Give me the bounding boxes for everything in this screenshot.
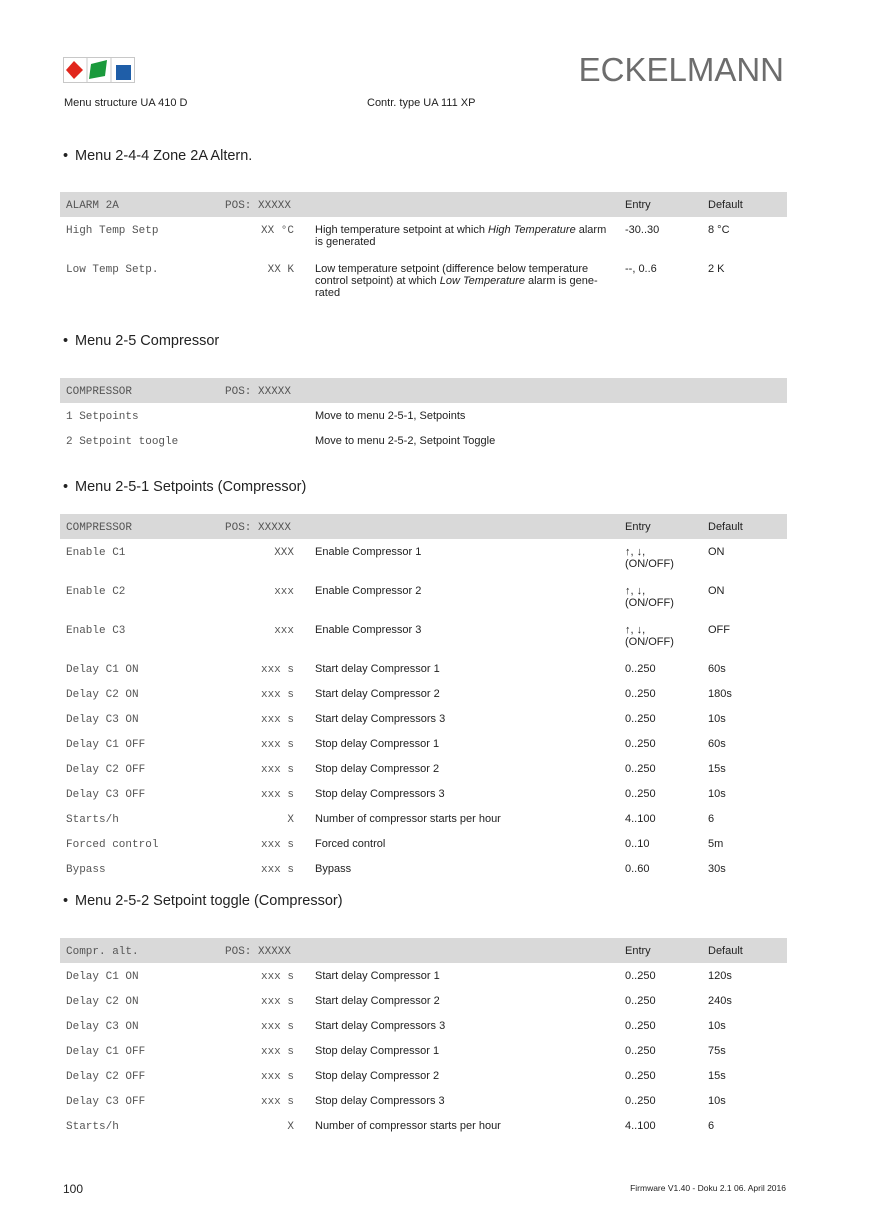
entry-range: Entry xyxy=(625,199,651,211)
table-row xyxy=(60,963,787,988)
setting-name: Enable C3 xyxy=(66,625,126,637)
entry-range: 0..250 xyxy=(625,1095,656,1107)
table-row xyxy=(60,578,787,617)
setting-name: COMPRESSOR xyxy=(66,522,133,534)
firmware-version: Firmware V1.40 - Doku 2.1 06. April 2016 xyxy=(630,1183,786,1193)
setting-value: xxx s xyxy=(260,996,294,1008)
default-value: 60s xyxy=(708,738,726,750)
table-row xyxy=(60,756,787,781)
table-row xyxy=(60,856,787,881)
setting-description: Bypass xyxy=(315,863,352,875)
table-row xyxy=(60,256,787,306)
setting-value: xxx s xyxy=(260,764,294,776)
setting-description: Number of compressor starts per hour xyxy=(315,813,501,825)
setting-name: COMPRESSOR xyxy=(66,386,133,398)
default-value: 2 K xyxy=(708,263,725,275)
entry-range: ↑, ↓, (ON/OFF) xyxy=(625,546,674,570)
setting-value: XX °C xyxy=(260,225,294,237)
setting-description: Enable Compressor 2 xyxy=(315,585,422,597)
entry-range: 0..250 xyxy=(625,1020,656,1032)
setting-name: High Temp Setp xyxy=(66,225,159,237)
setting-description: High temperature setpoint at which High Temperature alarm is generated xyxy=(315,224,607,248)
setting-description: Stop delay Compressor 1 xyxy=(315,1045,440,1057)
setting-description: Move to menu 2-5-1, Setpoints xyxy=(315,410,466,422)
entry-range: -30..30 xyxy=(625,224,660,236)
setting-value: xxx s xyxy=(260,664,294,676)
setting-value: xxx s xyxy=(260,839,294,851)
entry-range: --, 0..6 xyxy=(625,263,657,275)
setting-name: Starts/h xyxy=(66,814,119,826)
setting-value: X xyxy=(287,814,294,826)
setting-value: X xyxy=(287,1121,294,1133)
section-title-compressor: • Menu 2-5 Compressor xyxy=(63,333,220,349)
entry-range: 0..60 xyxy=(625,863,650,875)
table-row xyxy=(60,217,787,256)
setting-description: Number of compressor starts per hour xyxy=(315,1120,501,1132)
table-row xyxy=(60,731,787,756)
setting-name: Delay C1 ON xyxy=(66,664,139,676)
default-value: 10s xyxy=(708,1020,726,1032)
table-row xyxy=(60,617,787,656)
entry-range: ↑, ↓, (ON/OFF) xyxy=(625,624,674,648)
table-row xyxy=(60,1013,787,1038)
table-row xyxy=(60,706,787,731)
setting-description: Stop delay Compressors 3 xyxy=(315,788,445,800)
table-row xyxy=(60,681,787,706)
table-row xyxy=(60,1038,787,1063)
default-value: 6 xyxy=(708,813,715,825)
default-value: Default xyxy=(708,199,743,211)
setting-description: Start delay Compressor 1 xyxy=(315,663,440,675)
setting-description: Low temperature setpoint (difference below temperature control setpoint) at which Low Temperature alarm is gene- rated xyxy=(315,263,598,299)
controller-type-label: Contr. type UA 111 XP xyxy=(367,97,476,109)
entry-range: 0..250 xyxy=(625,738,656,750)
default-value: 10s xyxy=(708,788,726,800)
default-value: 10s xyxy=(708,1095,726,1107)
menu-item-setpoint-toggle[interactable] xyxy=(60,428,787,453)
setting-value: xxx s xyxy=(260,689,294,701)
section-title-setpoints: • Menu 2-5-1 Setpoints (Compressor) xyxy=(63,479,307,495)
table-row xyxy=(60,656,787,681)
table-row xyxy=(60,1113,787,1138)
setting-value: xxx xyxy=(274,586,294,598)
setting-name: Delay C1 OFF xyxy=(66,1046,146,1058)
default-value: Default xyxy=(708,521,743,533)
setting-description: Start delay Compressors 3 xyxy=(315,1020,446,1032)
entry-range: 0..250 xyxy=(625,763,656,775)
default-value: 6 xyxy=(708,1120,715,1132)
setting-description: Stop delay Compressor 2 xyxy=(315,763,440,775)
entry-range: 0..250 xyxy=(625,995,656,1007)
setting-name: 1 Setpoints xyxy=(66,411,139,423)
setting-value: POS: XXXXX xyxy=(225,522,292,534)
setting-description: Stop delay Compressor 2 xyxy=(315,1070,440,1082)
setting-description: Start delay Compressor 2 xyxy=(315,995,440,1007)
entry-range: Entry xyxy=(625,521,651,533)
setting-name: Delay C2 ON xyxy=(66,996,139,1008)
setting-value: POS: XXXXX xyxy=(225,386,292,398)
table-row xyxy=(60,831,787,856)
default-value: 10s xyxy=(708,713,726,725)
setting-description: Stop delay Compressor 1 xyxy=(315,738,440,750)
table-header xyxy=(60,514,787,539)
entry-range: 0..10 xyxy=(625,838,650,850)
logo-blue-square xyxy=(116,65,131,80)
setting-name: Bypass xyxy=(66,864,106,876)
brand-name: ECKELMANN xyxy=(578,51,784,88)
setting-name: Low Temp Setp. xyxy=(66,264,159,276)
setting-name: 2 Setpoint toogle xyxy=(66,436,179,448)
default-value: OFF xyxy=(708,624,730,636)
default-value: 120s xyxy=(708,970,732,982)
entry-range: 0..250 xyxy=(625,663,656,675)
setting-description: Move to menu 2-5-2, Setpoint Toggle xyxy=(315,435,496,447)
setting-name: Enable C1 xyxy=(66,547,126,559)
setting-value: xxx xyxy=(274,625,294,637)
table-compressor-setpoints xyxy=(60,514,787,881)
table-row xyxy=(60,988,787,1013)
table-row xyxy=(60,1088,787,1113)
section-title-setpoint-toggle: • Menu 2-5-2 Setpoint toggle (Compressor) xyxy=(63,893,343,909)
table-header xyxy=(60,192,787,217)
setting-name: Delay C2 OFF xyxy=(66,1071,146,1083)
setting-name: Forced control xyxy=(66,839,159,851)
setting-value: XXX xyxy=(274,547,294,559)
default-value: Default xyxy=(708,945,743,957)
entry-range: 0..250 xyxy=(625,788,656,800)
setting-value: xxx s xyxy=(260,971,294,983)
entry-range: 0..250 xyxy=(625,1045,656,1057)
setting-description: Start delay Compressors 3 xyxy=(315,713,446,725)
setting-name: Delay C3 ON xyxy=(66,714,139,726)
default-value: 5m xyxy=(708,838,724,850)
entry-range: 4..100 xyxy=(625,813,656,825)
menu-item-setpoints[interactable] xyxy=(60,403,787,428)
setting-value: xxx s xyxy=(260,1071,294,1083)
setting-value: xxx s xyxy=(260,864,294,876)
default-value: ON xyxy=(708,585,725,597)
setting-value: XX K xyxy=(267,264,294,276)
setting-name: Delay C1 OFF xyxy=(66,739,146,751)
setting-name: Delay C3 OFF xyxy=(66,1096,146,1108)
table-compressor-menu xyxy=(60,378,787,453)
setting-name: ALARM 2A xyxy=(66,200,119,212)
setting-name: Delay C2 OFF xyxy=(66,764,146,776)
setting-description: Stop delay Compressors 3 xyxy=(315,1095,445,1107)
setting-description: Start delay Compressor 1 xyxy=(315,970,440,982)
entry-range: 4..100 xyxy=(625,1120,656,1132)
table-header xyxy=(60,378,787,403)
setting-value: xxx s xyxy=(260,1021,294,1033)
default-value: 30s xyxy=(708,863,726,875)
setting-value: xxx s xyxy=(260,714,294,726)
entry-range: 0..250 xyxy=(625,688,656,700)
default-value: 240s xyxy=(708,995,732,1007)
setting-name: Starts/h xyxy=(66,1121,119,1133)
setting-description: Forced control xyxy=(315,838,386,850)
setting-name: Delay C3 ON xyxy=(66,1021,139,1033)
table-compressor-alt xyxy=(60,938,787,1138)
table-row xyxy=(60,1063,787,1088)
table-row xyxy=(60,539,787,578)
setting-value: xxx s xyxy=(260,789,294,801)
setting-value: POS: XXXXX xyxy=(225,946,292,958)
table-row xyxy=(60,806,787,831)
default-value: 15s xyxy=(708,1070,726,1082)
setting-name: Delay C3 OFF xyxy=(66,789,146,801)
section-title-zone-2a: • Menu 2-4-4 Zone 2A Altern. xyxy=(63,148,253,164)
setting-value: POS: XXXXX xyxy=(225,200,292,212)
setting-value: xxx s xyxy=(260,1046,294,1058)
setting-description: Start delay Compressor 2 xyxy=(315,688,440,700)
setting-value: xxx s xyxy=(260,739,294,751)
menu-structure-label: Menu structure UA 410 D xyxy=(64,97,188,109)
default-value: 15s xyxy=(708,763,726,775)
setting-value: xxx s xyxy=(260,1096,294,1108)
entry-range: ↑, ↓, (ON/OFF) xyxy=(625,585,674,609)
eckelmann-logo xyxy=(63,57,135,83)
setting-description: Enable Compressor 1 xyxy=(315,546,422,558)
setting-name: Delay C1 ON xyxy=(66,971,139,983)
entry-range: 0..250 xyxy=(625,713,656,725)
page-number: 100 xyxy=(63,1182,84,1196)
setting-name: Delay C2 ON xyxy=(66,689,139,701)
table-row xyxy=(60,781,787,806)
default-value: ON xyxy=(708,546,725,558)
table-header xyxy=(60,938,787,963)
setting-name: Enable C2 xyxy=(66,586,126,598)
setting-name: Compr. alt. xyxy=(66,946,139,958)
setting-description: Enable Compressor 3 xyxy=(315,624,422,636)
default-value: 60s xyxy=(708,663,726,675)
default-value: 180s xyxy=(708,688,732,700)
entry-range: 0..250 xyxy=(625,1070,656,1082)
table-alarm-2a xyxy=(60,192,787,306)
default-value: 8 °C xyxy=(708,224,730,236)
entry-range: 0..250 xyxy=(625,970,656,982)
entry-range: Entry xyxy=(625,945,651,957)
default-value: 75s xyxy=(708,1045,726,1057)
